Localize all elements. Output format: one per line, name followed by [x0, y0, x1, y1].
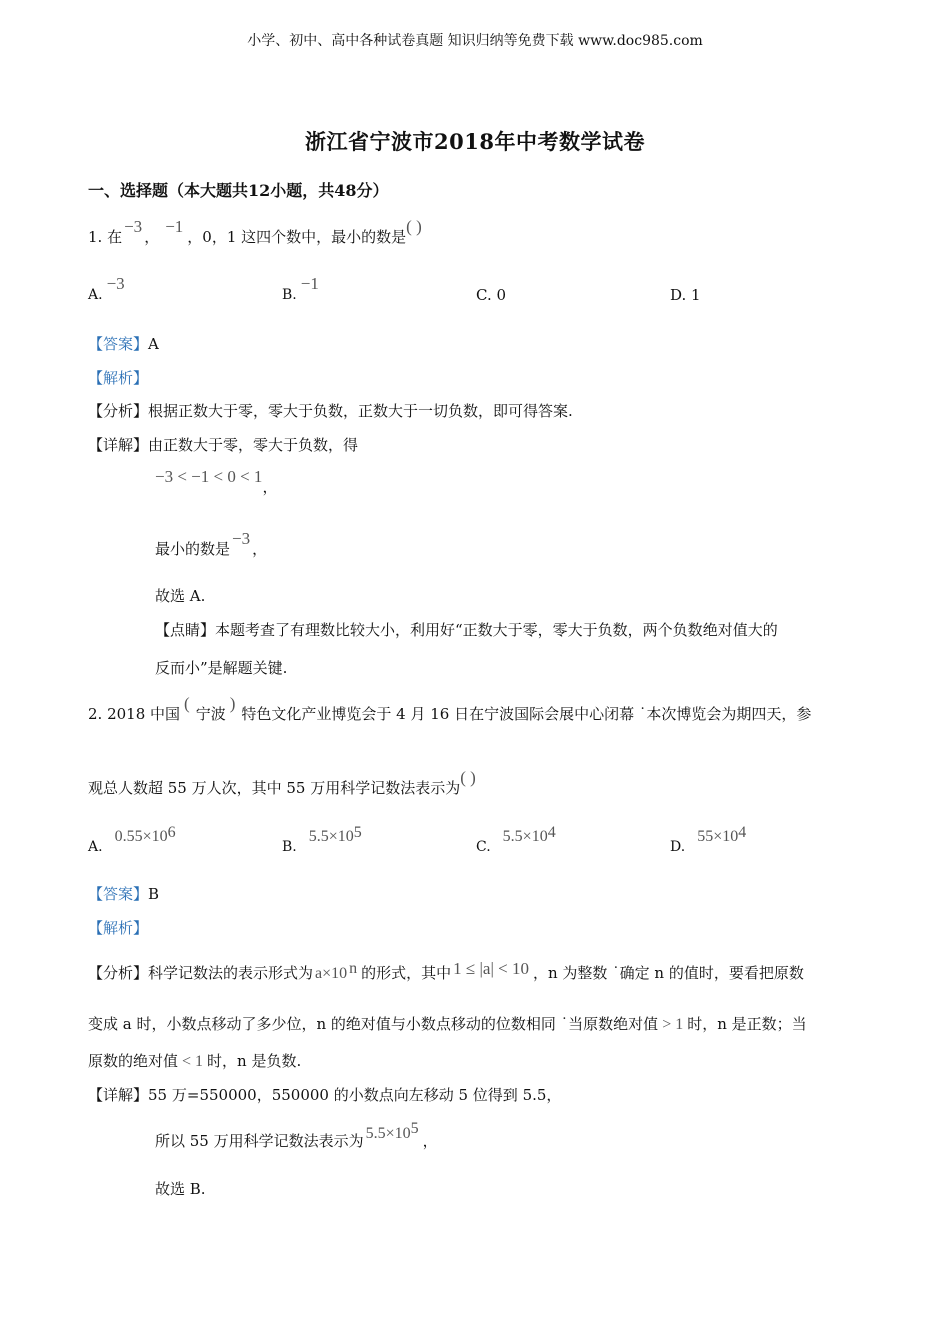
q2-option-d-label: D. [670, 839, 686, 855]
q2-fenxi-line3 [88, 1050, 301, 1071]
q2-option-c-exp: 4 [547, 824, 556, 841]
q2-answer [88, 883, 159, 904]
q2-option-d-base: 55×10 [697, 828, 739, 845]
q2-lparen: ( [184, 694, 190, 713]
q1-option-b-value: −1 [300, 274, 319, 293]
q2-option-d [670, 824, 747, 855]
q1-fenxi-text: 根据正数大于零，零大于负数，正数大于一切负数，即可得答案. [148, 402, 573, 420]
q2-fenxi-line2-b: 时，n 是正数；当 [687, 1015, 807, 1033]
q2-option-a-exp: 6 [167, 824, 176, 841]
q2-xiangjie-text: 55 万=550000，550000 的小数点向左移动 5 位得到 5.5， [148, 1086, 562, 1104]
q2-analysis-tag: 【解析】 [88, 919, 149, 937]
q1-min-text: 最小的数是 [155, 540, 231, 558]
q1-option-a-label: A. [88, 287, 103, 303]
q2-option-b [282, 824, 362, 855]
q1-option-a [88, 274, 125, 304]
q2-answer-tag: 【答案】 [88, 885, 149, 903]
q2-fenxi-b: 的形式，其中 [361, 964, 452, 982]
q1-analysis-tag: 【解析】 [88, 369, 149, 387]
q2-stem-line1 [88, 694, 812, 724]
page-title: 浙江省宁波市2018年中考数学试卷 [305, 129, 645, 154]
q2-stem-line2 [88, 768, 476, 798]
q2-stem-part1: 2. 2018 中国 [88, 705, 181, 723]
q2-option-b-base: 5.5×10 [308, 828, 354, 845]
q2-option-c-label: C. [476, 839, 491, 855]
q2-so-exp: 5 [410, 1120, 419, 1137]
q1-xiangjie-tag: 【详解】 [88, 436, 149, 454]
q1-min-line [155, 529, 268, 559]
q2-form-base: a×10 [315, 965, 348, 982]
q1-paren: ( ) [406, 217, 422, 236]
q2-so-comma: ， [422, 1132, 438, 1150]
q2-fenxi-line2 [88, 1013, 807, 1034]
q1-min-value: −3 [232, 529, 251, 548]
q2-option-d-exp: 4 [738, 824, 747, 841]
q1-answer-value: A [148, 335, 159, 353]
q1-option-c [476, 286, 506, 304]
q1-option-d [670, 286, 701, 304]
q2-fenxi-line1 [88, 959, 804, 983]
q1-option-c-label: C. [476, 286, 492, 304]
q1-option-b [282, 274, 319, 304]
q2-paren: ( ) [460, 768, 476, 787]
q1-dianjing-tag: 【点睛】 [155, 621, 216, 639]
q1-xiangjie-text: 由正数大于零，零大于负数，得 [148, 436, 359, 454]
q1-option-a-value: −3 [106, 274, 125, 293]
q2-so-base: 5.5×10 [365, 1125, 411, 1142]
q2-so-text: 所以 55 万用科学记数法表示为 [155, 1132, 364, 1150]
q2-xiangjie-tag: 【详解】 [88, 1086, 149, 1104]
q1-fenxi-tag: 【分析】 [88, 402, 149, 420]
q2-fenxi-c: ，n 为整数 ˙确定 n 的值时，要看把原数 [532, 964, 804, 982]
q2-option-c [476, 824, 556, 855]
q1-fenxi [88, 400, 573, 421]
q1-choose: 故选 A. [155, 587, 206, 605]
q1-option-b-label: B. [282, 287, 297, 303]
q1-xiangjie [88, 434, 358, 455]
q2-stem-line2-text: 观总人数超 55 万人次，其中 55 万用科学记数法表示为 [88, 779, 461, 797]
q2-option-a-base: 0.55×10 [114, 828, 168, 845]
q2-stem-part2: 特色文化产业博览会于 4 月 16 日在宁波国际会展中心闭幕 ˙本次博览会为期四天，参 [241, 705, 812, 723]
q1-inequality-math: −3 < −1 < 0 < 1 [155, 467, 263, 486]
q1-stem [88, 217, 422, 247]
q2-choose: 故选 B. [155, 1180, 206, 1198]
q2-rparen: ) [229, 694, 236, 713]
q2-xiangjie [88, 1084, 561, 1105]
q2-option-a [88, 824, 176, 855]
q1-option-c-value: 0 [496, 286, 507, 304]
q1-stem-n2: −1 [165, 217, 184, 236]
q2-lt1: < 1 [182, 1053, 204, 1070]
q2-option-b-label: B. [282, 839, 297, 855]
q1-min-comma: ， [252, 540, 268, 558]
q2-form-exp: n [349, 960, 358, 977]
q2-gt1: > 1 [662, 1016, 684, 1033]
q1-option-d-label: D. [670, 286, 687, 304]
q2-ningbo: 宁波 [195, 705, 226, 723]
section-heading: 一、选择题（本大题共12小题，共48分） [88, 181, 389, 200]
q2-fenxi-line2-a: 变成 a 时，小数点移动了多少位，n 的绝对值与小数点移动的位数相同 ˙当原数绝对值 [88, 1015, 659, 1033]
q1-dianjing-text1: 本题考查了有理数比较大小，利用好“正数大于零，零大于负数，两个负数绝对值大的 [215, 621, 778, 639]
q1-dianjing-line1 [155, 619, 778, 640]
q2-option-a-label: A. [88, 839, 103, 855]
q2-answer-value: B [148, 885, 160, 903]
q2-fenxi-a: 科学记数法的表示形式为 [148, 964, 314, 982]
q1-stem-prefix: 1. 在 [88, 228, 123, 246]
q1-stem-rest: ，0，1 这四个数中，最小的数是 [187, 228, 407, 246]
q2-fenxi-tag: 【分析】 [88, 964, 149, 982]
page-header: 小学、初中、高中各种试卷真题 知识归纳等免费下载 www.doc985.com [247, 33, 703, 49]
q2-condition: 1 ≤ |a| < 10 [453, 959, 529, 978]
q1-inequality-comma: ， [262, 478, 278, 496]
q1-answer-tag: 【答案】 [88, 335, 149, 353]
q1-stem-sep: ， [144, 228, 160, 246]
q1-option-d-value: 1 [691, 286, 701, 304]
q1-dianjing-line2: 反而小”是解题关键. [155, 659, 288, 677]
q1-answer [88, 333, 159, 354]
q1-inequality [155, 466, 278, 496]
q1-stem-n1: −3 [124, 217, 143, 236]
q2-fenxi-line3-a: 原数的绝对值 [88, 1052, 179, 1070]
q2-so-line [155, 1120, 438, 1151]
q2-option-b-exp: 5 [353, 824, 362, 841]
q2-option-c-base: 5.5×10 [502, 828, 548, 845]
q2-fenxi-line3-b: 时，n 是负数. [207, 1052, 302, 1070]
